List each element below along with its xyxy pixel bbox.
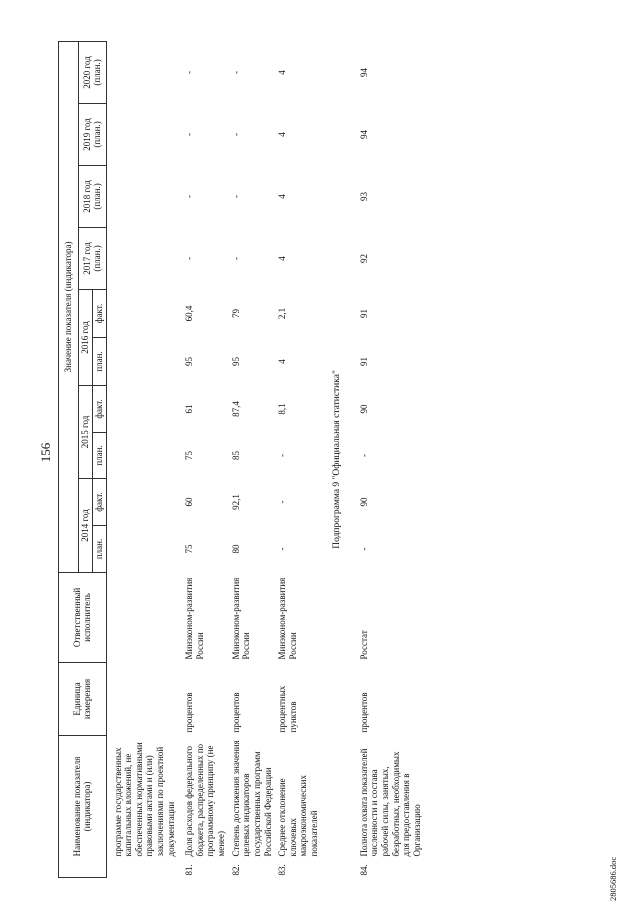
indicator-responsible: Минэконом-развития России bbox=[230, 577, 252, 660]
value-2017: - bbox=[184, 256, 195, 260]
row-number: 81. bbox=[184, 864, 195, 876]
table-row bbox=[357, 41, 425, 877]
table-row bbox=[229, 41, 275, 877]
row-number: 84. bbox=[358, 864, 369, 876]
value-2018: - bbox=[184, 194, 195, 198]
value-2014-fact: 60 bbox=[184, 497, 195, 507]
header-plan: план. bbox=[92, 525, 106, 572]
value-2015-fact: 8,1 bbox=[277, 403, 288, 415]
indicator-name: Полнота охвата показателей численности и состава рабочей силы, занятых, безработных, необходимых для предоставления в Организацию bbox=[358, 748, 422, 857]
continuation-row bbox=[106, 41, 182, 877]
value-2014-plan: 80 bbox=[230, 544, 241, 554]
indicator-unit: процентных пунктов bbox=[277, 685, 298, 733]
header-fact: факт. bbox=[92, 289, 106, 337]
document-id: 2805686.doc bbox=[608, 856, 618, 901]
value-2015-fact: 61 bbox=[184, 404, 195, 414]
value-2018: 93 bbox=[358, 191, 369, 201]
value-2014-plan: 75 bbox=[184, 544, 195, 554]
value-2015-plan: 75 bbox=[184, 450, 195, 460]
value-2014-plan: - bbox=[277, 547, 288, 551]
indicator-responsible: Минэконом-развития России bbox=[277, 577, 298, 660]
header-values-group: Значение показателя (индикатора) bbox=[59, 41, 79, 572]
value-2020: - bbox=[184, 70, 195, 74]
continuation-text: программе государственных капитальных вложений, не обеспеченных нормативными правовыми актами и (или) заключениями по проектной документации bbox=[112, 742, 176, 857]
indicator-name: Степень достижения значения целевых индикаторов государственных программ Российской Федерации bbox=[230, 740, 273, 857]
header-name: Наименование показателя (индикатора) bbox=[59, 735, 107, 877]
section-row bbox=[322, 41, 357, 877]
value-2020: - bbox=[230, 70, 241, 74]
value-2014-fact: 92,1 bbox=[230, 494, 241, 510]
indicator-name: Доля расходов федерального бюджета, распределенных по программному принципу (не менее) bbox=[184, 743, 227, 857]
value-2015-plan: - bbox=[358, 453, 369, 457]
indicator-unit: процентов bbox=[358, 692, 369, 733]
header-responsible: Ответственный исполнитель bbox=[59, 572, 107, 662]
table-row bbox=[275, 41, 321, 877]
value-2014-fact: 90 bbox=[358, 497, 369, 507]
indicator-name: Среднее отклонение ключевых макроэкономических показателей bbox=[277, 775, 319, 857]
value-2016-plan: 95 bbox=[230, 356, 241, 366]
header-2017: 2017 год (план.) bbox=[79, 227, 107, 289]
value-2016-fact: 79 bbox=[230, 308, 241, 318]
section-title: Подпрограмма 9 "Официальная статистика" bbox=[331, 370, 342, 549]
value-2019: 4 bbox=[277, 132, 288, 137]
value-2016-plan: 4 bbox=[277, 359, 288, 364]
indicators-table bbox=[58, 41, 424, 878]
table-row bbox=[182, 41, 228, 877]
row-number: 82. bbox=[230, 864, 241, 876]
value-2019: - bbox=[184, 132, 195, 136]
value-2015-fact: 90 bbox=[358, 404, 369, 414]
row-number: 83. bbox=[277, 864, 288, 876]
indicator-unit: процентов bbox=[184, 692, 195, 733]
value-2018: 4 bbox=[277, 194, 288, 199]
value-2016-plan: 95 bbox=[184, 356, 195, 366]
header-fact: факт. bbox=[92, 385, 106, 432]
indicator-unit: процентов bbox=[230, 692, 241, 733]
value-2015-plan: 85 bbox=[230, 450, 241, 460]
value-2020: 94 bbox=[358, 67, 369, 77]
header-fact: факт. bbox=[92, 478, 106, 525]
value-2015-fact: 87,4 bbox=[230, 401, 241, 417]
value-2014-plan: - bbox=[358, 547, 369, 551]
value-2016-fact: 2,1 bbox=[277, 307, 288, 320]
header-plan: план. bbox=[92, 432, 106, 478]
header-2015: 2015 год bbox=[79, 385, 93, 478]
value-2014-fact: - bbox=[277, 500, 288, 504]
value-2017: - bbox=[230, 256, 241, 260]
value-2015-plan: - bbox=[277, 453, 288, 457]
page-number: 156 bbox=[38, 442, 53, 463]
value-2020: 4 bbox=[277, 70, 288, 75]
value-2019: 94 bbox=[358, 129, 369, 139]
header-unit: Единица измерения bbox=[59, 662, 107, 735]
header-plan: план. bbox=[92, 337, 106, 385]
indicator-responsible: Минэконом-развития России bbox=[184, 577, 205, 660]
header-2018: 2018 год (план.) bbox=[79, 165, 107, 227]
header-2019: 2019 год (план.) bbox=[79, 103, 107, 165]
value-2017: 92 bbox=[358, 253, 369, 263]
indicator-responsible: Росстат bbox=[358, 630, 369, 660]
header-2016: 2016 год bbox=[79, 289, 93, 385]
value-2018: - bbox=[230, 194, 241, 198]
value-2017: 4 bbox=[277, 256, 288, 261]
value-2016-plan: 91 bbox=[358, 356, 369, 366]
value-2016-fact: 91 bbox=[358, 308, 369, 318]
value-2019: - bbox=[230, 132, 241, 136]
header-2020: 2020 год (план.) bbox=[79, 41, 107, 103]
value-2016-fact: 60,4 bbox=[184, 305, 195, 322]
header-2014: 2014 год bbox=[79, 478, 93, 572]
